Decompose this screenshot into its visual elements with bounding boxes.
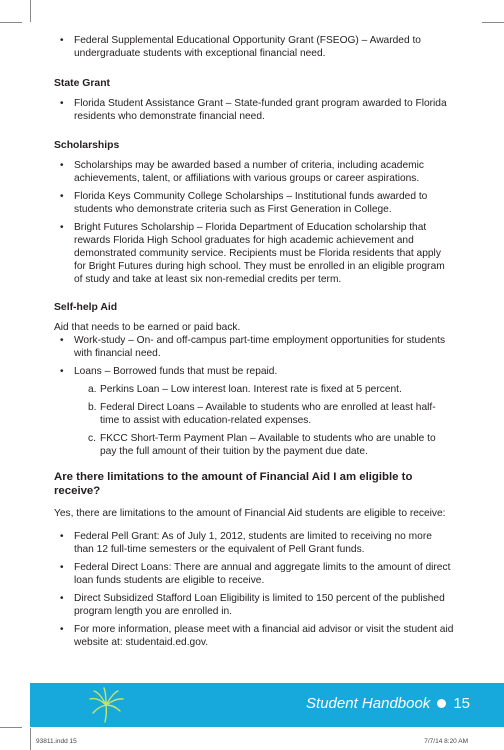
scholarship-bullet: • Florida Keys Community College Scholarships – Institutional funds awarded to students who demonstrate criteria such as First Generation in College. [54,190,454,216]
loan-subitem-label: a. [88,384,97,395]
limitations-heading: Are there limitations to the amount of Financial Aid I am eligible to receive? [54,471,413,497]
loan-subitem-text: Perkins Loan – Low interest loan. Interest rate is fixed at 5 percent. [100,384,402,395]
loan-subitem-text: FKCC Short-Term Payment Plan – Available to students who are unable to pay the full amount of their tuition by the payment due date. [100,433,436,457]
limitation-bullet: • Federal Direct Loans: There are annual and aggregate limits to the amount of direct loan funds students are eligible to receive. [54,561,454,587]
self-help-bullet: • Work-study – On- and off-campus part-time employment opportunities for students with financial need. [54,334,454,360]
page-number: 15 [453,695,470,712]
loan-subitem-text: Federal Direct Loans – Available to students who are enrolled at least half-time to assist with education-related expenses. [100,402,436,426]
crop-mark [0,727,22,728]
self-help-bullet: • Loans – Borrowed funds that must be repaid. [54,365,454,378]
limitation-bullet: • For more information, please meet with a financial aid advisor or visit the student aid website at: studentaid.ed.gov. [54,623,454,649]
page-content [54,34,454,654]
self-help-heading: Self-help Aid [54,302,118,313]
self-help-intro: Aid that needs to be earned or paid back. [54,322,241,333]
palm-tree-icon [86,687,126,723]
state-grant-heading: State Grant [54,78,111,89]
intro-bullet: • Federal Supplemental Educational Opportunity Grant (FSEOG) – Awarded to undergraduate students with exceptional financial need. [54,34,454,60]
loan-subitem [54,432,454,458]
limitation-bullet: • Federal Pell Grant: As of July 1, 2012, students are limited to receiving no more than 12 full-time semesters or the equivalent of Pell Grant funds. [54,530,454,556]
limitations-intro: Yes, there are limitations to the amount of Financial Aid students are eligible to receive: [54,508,446,519]
scholarships-heading: Scholarships [54,140,120,151]
slug-file: 93811.indd 15 [36,738,77,745]
crop-mark [30,0,31,22]
scholarship-bullet: • Scholarships may be awarded based a number of criteria, including academic achievements, talent, or affiliations with various groups or career aspirations. [54,159,454,185]
loan-subitem [54,401,454,427]
bullet-dot-icon [437,699,446,708]
slug-date: 7/7/14 8:20 AM [424,738,468,745]
scholarship-bullet: • Bright Futures Scholarship – Florida Department of Education scholarship that rewards Florida High School graduates for high academic achievement and demonstrated community service. Recipients must be Florida residents that apply for Bright Futures during high school. They must be enrolled in an eligible program of study and take at least six non-remedial credits per term. [54,221,454,286]
crop-mark [30,728,31,750]
crop-mark [0,22,22,23]
loan-subitem-label: b. [88,402,97,413]
footer-title [306,695,470,712]
state-grant-bullet: • Florida Student Assistance Grant – State-funded grant program awarded to Florida residents who demonstrate financial need. [54,97,454,123]
loan-subitem-label: c. [88,433,96,444]
crop-mark [482,22,504,23]
footer-band [30,683,504,727]
limitation-bullet: • Direct Subsidized Stafford Loan Eligibility is limited to 150 percent of the published program length you are enrolled in. [54,592,454,618]
handbook-label: Student Handbook [306,695,431,712]
loan-subitem [54,383,454,396]
